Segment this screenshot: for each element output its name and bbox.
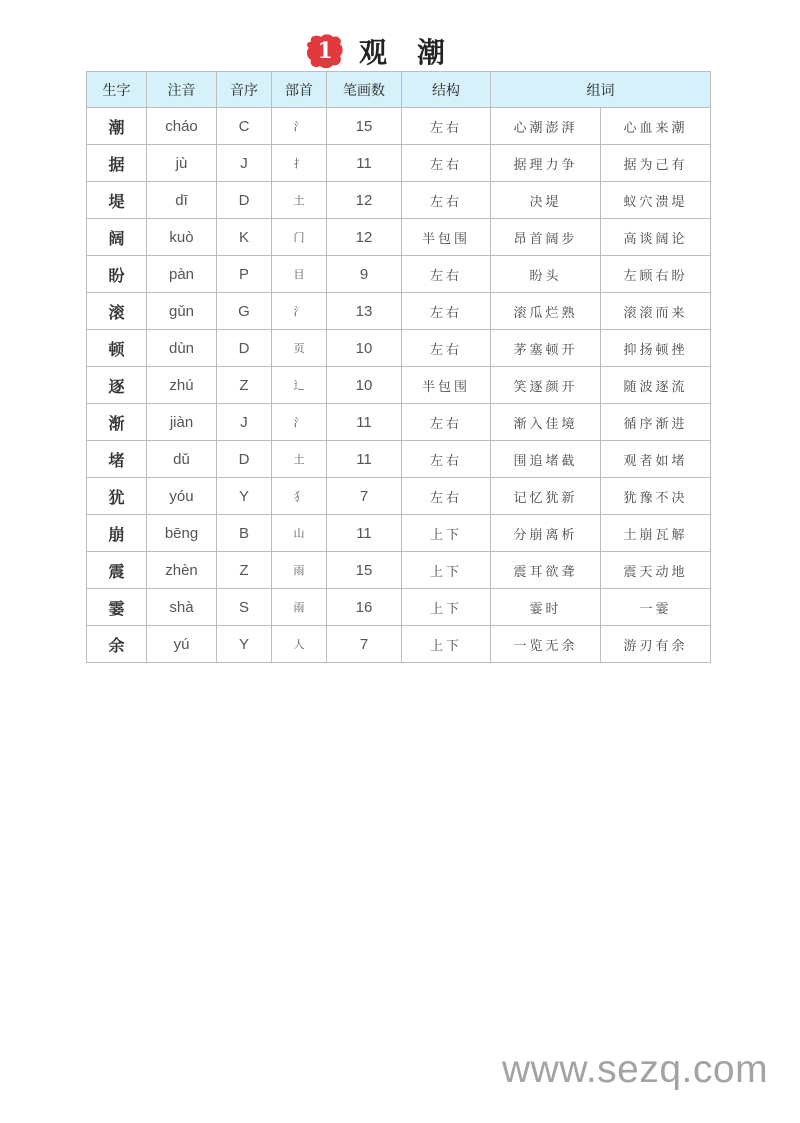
lesson-number-badge: [305, 32, 345, 70]
word-group-cell-2: 左顾右盼: [601, 256, 711, 293]
table-row: [87, 145, 711, 182]
structure-cell: 上下: [402, 626, 491, 663]
radical-cell: 雨: [272, 589, 327, 626]
table-row: [87, 182, 711, 219]
radical-cell: 氵: [272, 108, 327, 145]
word-group-cell-1: 滚瓜烂熟: [491, 293, 601, 330]
col-header-radical: 部首: [272, 72, 327, 108]
structure-cell: 左右: [402, 404, 491, 441]
structure-cell: 左右: [402, 145, 491, 182]
table-header-row: [87, 72, 711, 108]
structure-cell: 半包围: [402, 367, 491, 404]
character-cell: 逐: [87, 367, 147, 404]
pinyin-cell: zhèn: [147, 552, 217, 589]
table-row: [87, 478, 711, 515]
pinyin-cell: dǔ: [147, 441, 217, 478]
radical-cell: 氵: [272, 404, 327, 441]
table-row: [87, 404, 711, 441]
character-cell: 渐: [87, 404, 147, 441]
word-group-cell-1: 心潮澎湃: [491, 108, 601, 145]
table-row: [87, 219, 711, 256]
table-row: [87, 330, 711, 367]
radical-cell: 页: [272, 330, 327, 367]
lesson-title: 观潮: [358, 36, 475, 69]
pinyin-cell: gǔn: [147, 293, 217, 330]
stroke-count-cell: 7: [327, 626, 402, 663]
structure-cell: 上下: [402, 589, 491, 626]
table-row: [87, 589, 711, 626]
pinyin-cell: pàn: [147, 256, 217, 293]
word-group-cell-2: 据为己有: [601, 145, 711, 182]
table-row: [87, 441, 711, 478]
character-cell: 堤: [87, 182, 147, 219]
stroke-count-cell: 15: [327, 108, 402, 145]
pinyin-cell: bēng: [147, 515, 217, 552]
word-group-cell-2: 滚滚而来: [601, 293, 711, 330]
col-header-pinyin: 注音: [147, 72, 217, 108]
stroke-count-cell: 12: [327, 219, 402, 256]
stroke-count-cell: 7: [327, 478, 402, 515]
word-group-cell-2: 犹豫不决: [601, 478, 711, 515]
radical-cell: 目: [272, 256, 327, 293]
structure-cell: 左右: [402, 182, 491, 219]
lesson-heading: [0, 29, 800, 73]
stroke-count-cell: 10: [327, 367, 402, 404]
lesson-number: 1: [317, 38, 333, 64]
character-cell: 震: [87, 552, 147, 589]
stroke-count-cell: 16: [327, 589, 402, 626]
table-body: [87, 108, 711, 663]
phonetic-order-cell: Z: [217, 367, 272, 404]
phonetic-order-cell: D: [217, 330, 272, 367]
word-group-cell-1: 围追堵截: [491, 441, 601, 478]
pinyin-cell: dùn: [147, 330, 217, 367]
table-row: [87, 515, 711, 552]
character-cell: 崩: [87, 515, 147, 552]
table-row: [87, 367, 711, 404]
col-header-phonetic-order: 音序: [217, 72, 272, 108]
phonetic-order-cell: Z: [217, 552, 272, 589]
stroke-count-cell: 11: [327, 404, 402, 441]
col-header-stroke-count: 笔画数: [327, 72, 402, 108]
structure-cell: 左右: [402, 441, 491, 478]
word-group-cell-1: 霎时: [491, 589, 601, 626]
pinyin-cell: jù: [147, 145, 217, 182]
stroke-count-cell: 11: [327, 145, 402, 182]
radical-cell: 辶: [272, 367, 327, 404]
table-row: [87, 626, 711, 663]
word-group-cell-1: 笑逐颜开: [491, 367, 601, 404]
pinyin-cell: cháo: [147, 108, 217, 145]
pinyin-cell: shà: [147, 589, 217, 626]
word-group-cell-1: 一览无余: [491, 626, 601, 663]
word-group-cell-2: 土崩瓦解: [601, 515, 711, 552]
word-group-cell-2: 心血来潮: [601, 108, 711, 145]
word-group-cell-1: 盼头: [491, 256, 601, 293]
table-row: [87, 108, 711, 145]
character-cell: 犹: [87, 478, 147, 515]
character-cell: 据: [87, 145, 147, 182]
character-cell: 顿: [87, 330, 147, 367]
phonetic-order-cell: D: [217, 441, 272, 478]
character-cell: 潮: [87, 108, 147, 145]
word-group-cell-2: 随波逐流: [601, 367, 711, 404]
radical-cell: 犭: [272, 478, 327, 515]
phonetic-order-cell: C: [217, 108, 272, 145]
vocabulary-table: [86, 71, 711, 663]
table-row: [87, 256, 711, 293]
pinyin-cell: zhú: [147, 367, 217, 404]
pinyin-cell: dī: [147, 182, 217, 219]
word-group-cell-1: 决堤: [491, 182, 601, 219]
word-group-cell-1: 据理力争: [491, 145, 601, 182]
word-group-cell-1: 渐入佳境: [491, 404, 601, 441]
radical-cell: 扌: [272, 145, 327, 182]
watermark-text: www.sezq.com: [502, 1048, 769, 1091]
word-group-cell-2: 观者如堵: [601, 441, 711, 478]
stroke-count-cell: 10: [327, 330, 402, 367]
radical-cell: 土: [272, 441, 327, 478]
table-row: [87, 552, 711, 589]
word-group-cell-1: 茅塞顿开: [491, 330, 601, 367]
radical-cell: 门: [272, 219, 327, 256]
radical-cell: 氵: [272, 293, 327, 330]
word-group-cell-2: 循序渐进: [601, 404, 711, 441]
structure-cell: 左右: [402, 108, 491, 145]
phonetic-order-cell: K: [217, 219, 272, 256]
phonetic-order-cell: D: [217, 182, 272, 219]
structure-cell: 左右: [402, 293, 491, 330]
structure-cell: 左右: [402, 256, 491, 293]
word-group-cell-2: 蚁穴溃堤: [601, 182, 711, 219]
word-group-cell-2: 抑扬顿挫: [601, 330, 711, 367]
structure-cell: 上下: [402, 515, 491, 552]
word-group-cell-2: 游刃有余: [601, 626, 711, 663]
phonetic-order-cell: J: [217, 404, 272, 441]
structure-cell: 左右: [402, 478, 491, 515]
phonetic-order-cell: S: [217, 589, 272, 626]
radical-cell: 雨: [272, 552, 327, 589]
pinyin-cell: jiàn: [147, 404, 217, 441]
structure-cell: 上下: [402, 552, 491, 589]
radical-cell: 土: [272, 182, 327, 219]
col-header-word-groups: 组词: [491, 72, 711, 108]
stroke-count-cell: 9: [327, 256, 402, 293]
character-cell: 霎: [87, 589, 147, 626]
stroke-count-cell: 11: [327, 515, 402, 552]
word-group-cell-1: 震耳欲聋: [491, 552, 601, 589]
phonetic-order-cell: Y: [217, 626, 272, 663]
word-group-cell-1: 昂首阔步: [491, 219, 601, 256]
phonetic-order-cell: J: [217, 145, 272, 182]
word-group-cell-2: 一霎: [601, 589, 711, 626]
structure-cell: 半包围: [402, 219, 491, 256]
word-group-cell-1: 记忆犹新: [491, 478, 601, 515]
table-row: [87, 293, 711, 330]
character-cell: 阔: [87, 219, 147, 256]
col-header-character: 生字: [87, 72, 147, 108]
stroke-count-cell: 12: [327, 182, 402, 219]
pinyin-cell: yú: [147, 626, 217, 663]
col-header-structure: 结构: [402, 72, 491, 108]
phonetic-order-cell: Y: [217, 478, 272, 515]
stroke-count-cell: 11: [327, 441, 402, 478]
radical-cell: 山: [272, 515, 327, 552]
word-group-cell-2: 高谈阔论: [601, 219, 711, 256]
pinyin-cell: kuò: [147, 219, 217, 256]
word-group-cell-2: 震天动地: [601, 552, 711, 589]
stroke-count-cell: 15: [327, 552, 402, 589]
stroke-count-cell: 13: [327, 293, 402, 330]
pinyin-cell: yóu: [147, 478, 217, 515]
phonetic-order-cell: B: [217, 515, 272, 552]
character-cell: 滚: [87, 293, 147, 330]
character-cell: 堵: [87, 441, 147, 478]
character-cell: 余: [87, 626, 147, 663]
radical-cell: 人: [272, 626, 327, 663]
structure-cell: 左右: [402, 330, 491, 367]
phonetic-order-cell: G: [217, 293, 272, 330]
word-group-cell-1: 分崩离析: [491, 515, 601, 552]
character-cell: 盼: [87, 256, 147, 293]
phonetic-order-cell: P: [217, 256, 272, 293]
